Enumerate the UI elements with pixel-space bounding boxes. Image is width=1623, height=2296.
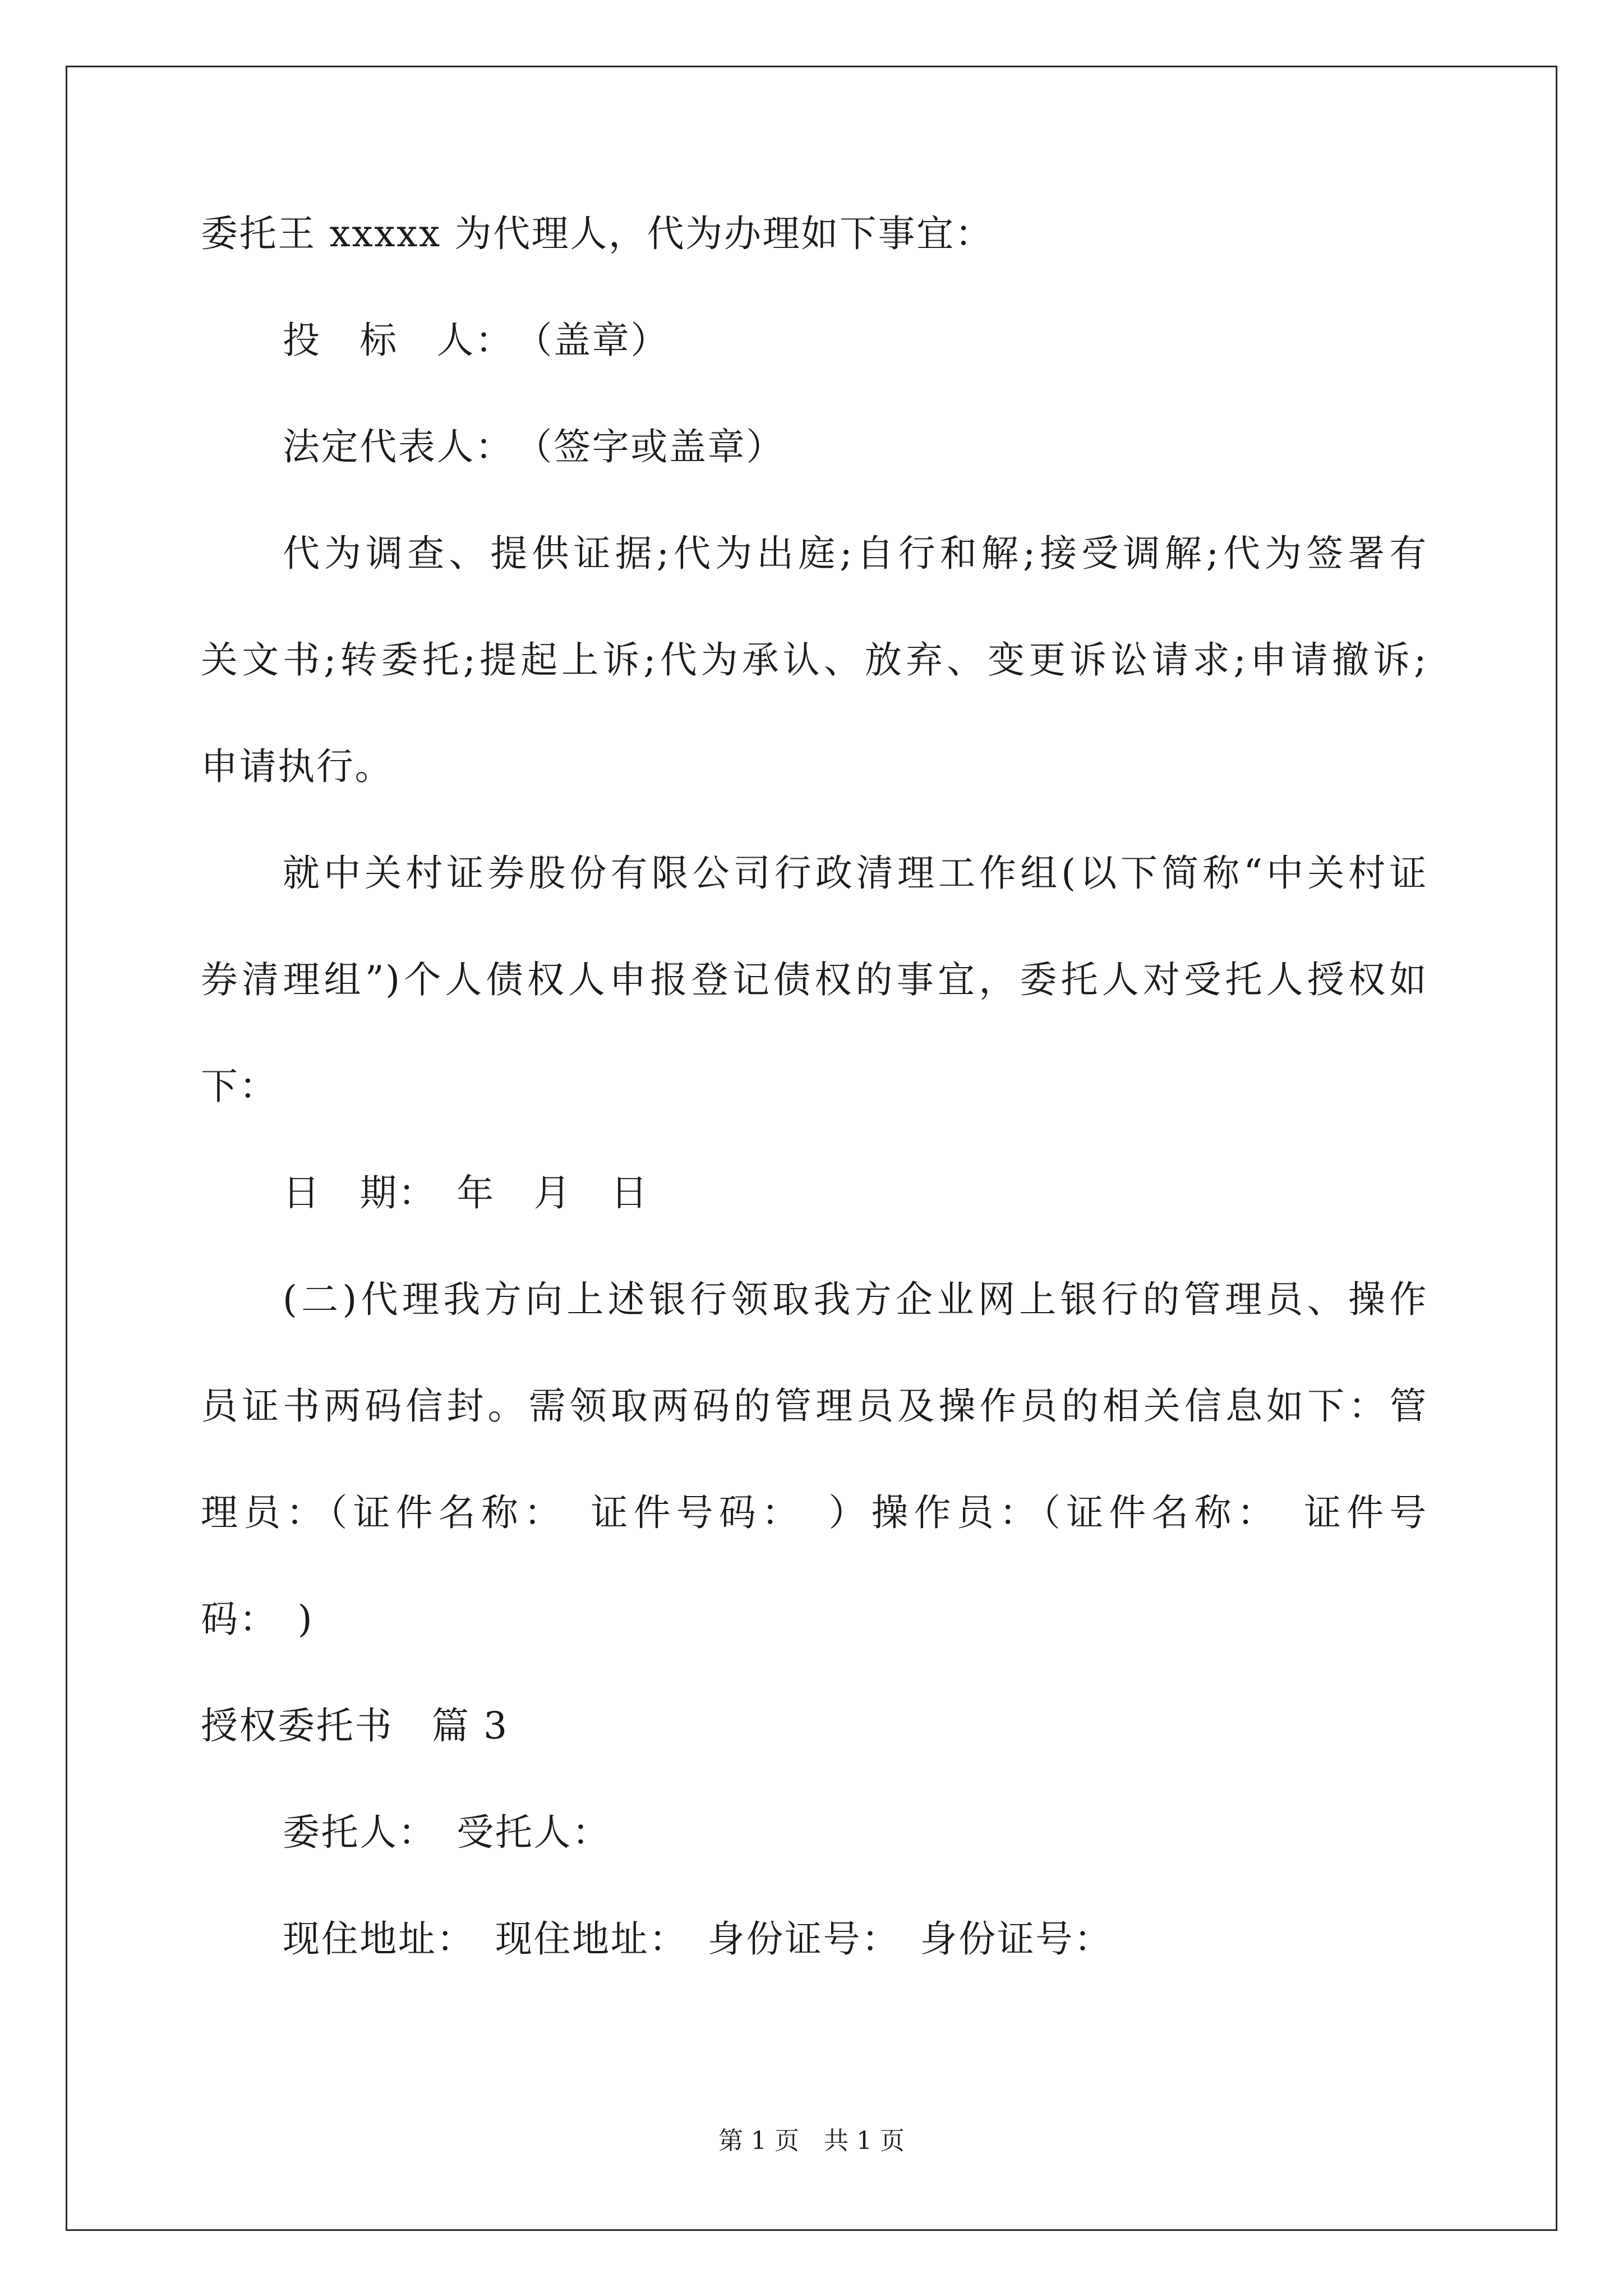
text-line-date: 日 期： 年 月 日: [283, 1171, 649, 1214]
text-line-12: 员证书两码信封。需领取两码的管理员及操作员的相关信息如下：管: [201, 1384, 1428, 1428]
text-line-8: 券清理组”)个人债权人申报登记债权的事宜，委托人对受托人授权如: [201, 958, 1428, 1001]
text-line-principal: 委托人： 受托人：: [283, 1811, 611, 1854]
page-border: [66, 66, 1557, 2231]
text-line-13: 理员：（证件名称： 证件号码： ）操作员：（证件名称： 证件号: [201, 1491, 1428, 1534]
text-line-14: 码： ): [201, 1598, 314, 1641]
text-line-bidder: 投 标 人： （盖章）: [283, 319, 670, 362]
text-line-legal-rep: 法定代表人： （签字或盖章）: [283, 425, 785, 468]
text-line-6: 申请执行。: [201, 745, 394, 788]
text-line-7: 就中关村证券股份有限公司行政清理工作组(以下简称“中关村证: [283, 852, 1428, 895]
text-line-9: 下：: [201, 1065, 278, 1108]
text-line-address: 现住地址： 现住地址： 身份证号： 身份证号：: [283, 1917, 1113, 1961]
section-heading: 授权委托书 篇 3: [201, 1704, 509, 1747]
text-line-5: 关文书;转委托;提起上诉;代为承认、放弃、变更诉讼请求;申请撤诉;: [201, 638, 1428, 682]
text-line-1: 委托王 xxxxx 为代理人，代为办理如下事宜：: [201, 212, 994, 255]
text-line-4: 代为调查、提供证据;代为出庭;自行和解;接受调解;代为签署有: [283, 532, 1428, 575]
page-footer: 第 1 页 共 1 页: [718, 2127, 905, 2155]
text-line-11: (二)代理我方向上述银行领取我方企业网上银行的管理员、操作: [283, 1278, 1428, 1321]
